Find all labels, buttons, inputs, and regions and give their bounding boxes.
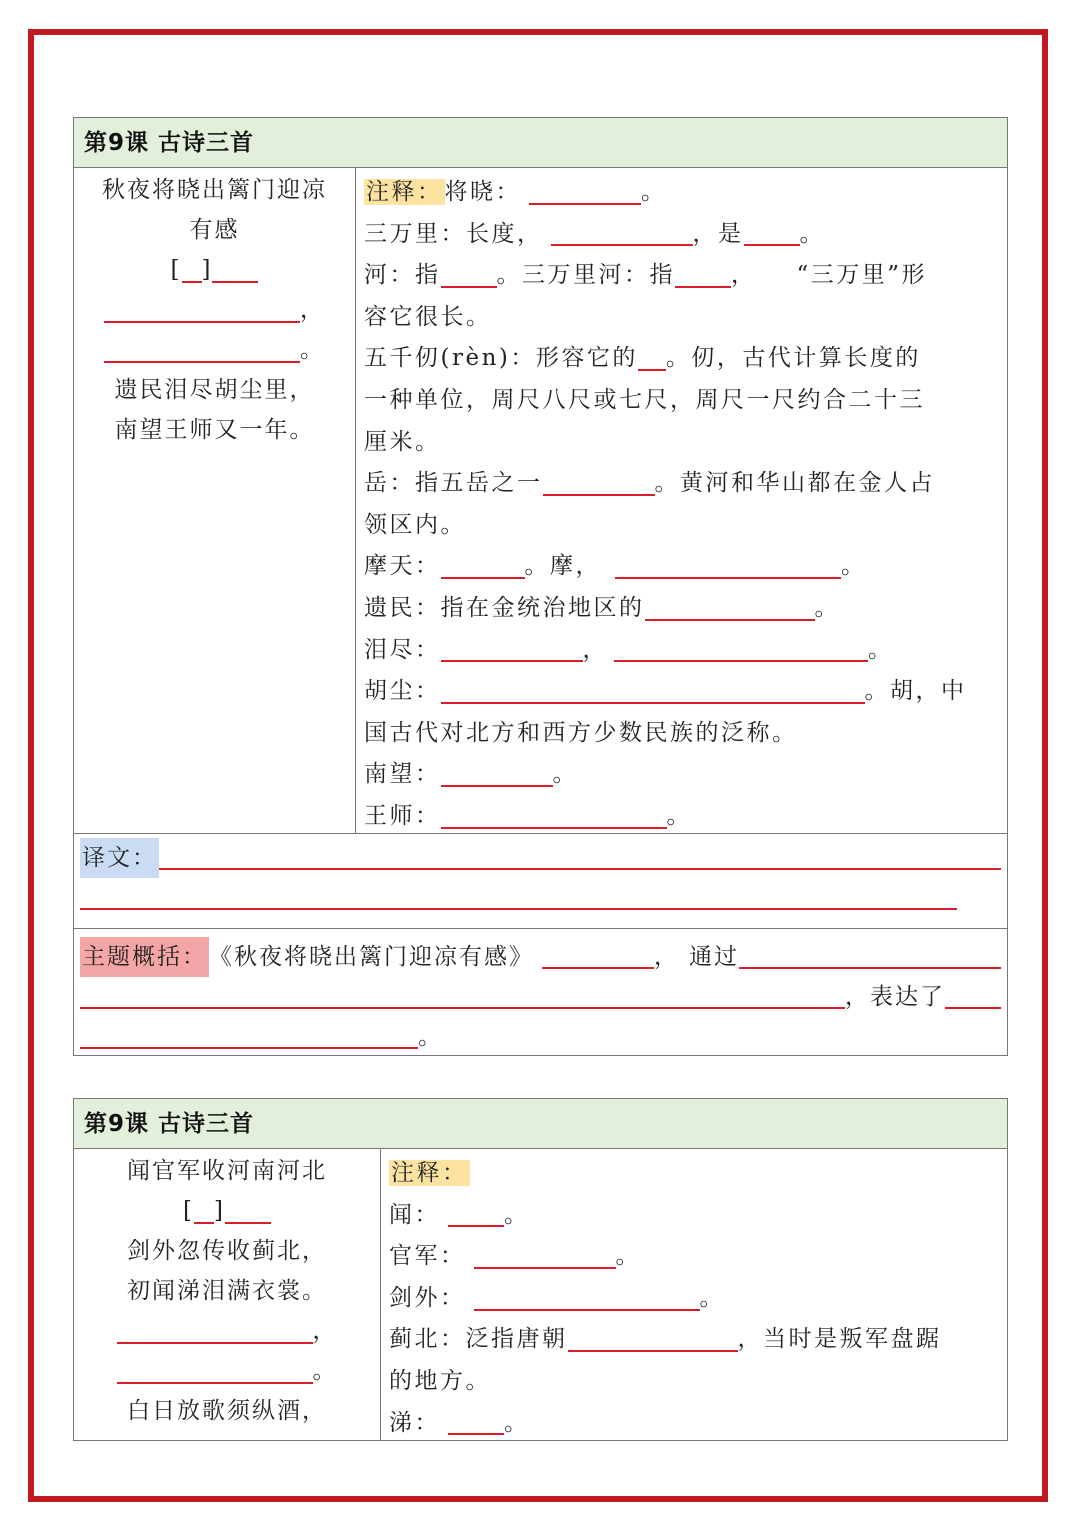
note-yue: 岳：指五岳之一 。黄河和华山都在金人占 [364,470,935,497]
theme-section: 主题概括： 《秋夜将晓出篱门迎凉有感》 ， 通过 ，表达了 。 [74,937,1007,1057]
notes-column [381,1149,1007,1440]
fill-blank[interactable] [448,1409,504,1435]
note-wen: 闻： 。 [389,1201,530,1228]
poem-fill-blank[interactable] [104,337,300,363]
author-blank[interactable] [212,257,258,283]
author-blank[interactable] [225,1198,271,1224]
fill-blank[interactable] [80,979,845,1009]
poem-blank-line: ， [74,290,355,330]
poem-title: 秋夜将晓出篱门迎凉 [102,177,327,203]
note-yue-cont: 领区内。 [364,511,466,538]
note-ti: 涕： 。 [389,1409,530,1436]
note-sanwanli: 三万里：长度， ，是 。 [364,220,825,247]
note-jianwai: 剑外： 。 [389,1284,725,1311]
dynasty-blank[interactable] [182,257,202,283]
translation-section [74,838,1007,918]
fill-blank[interactable] [945,983,1001,1009]
theme-label: 主题概括： [80,937,209,977]
fill-blank[interactable] [529,179,641,205]
fill-blank[interactable] [474,1243,616,1269]
fill-blank[interactable] [474,1284,700,1310]
note-jibei-cont: 的地方。 [389,1367,491,1394]
notes-label-line [389,1153,987,1195]
fill-blank[interactable] [675,262,731,288]
poem-line: 南望王师又一年。 [114,417,315,443]
translation-row [74,838,1007,929]
card-header: 第9课 古诗三首 [74,1099,1007,1149]
poem-column [74,1149,381,1440]
fill-blank[interactable] [441,678,865,704]
fill-blank[interactable] [615,553,841,579]
fill-blank[interactable] [441,636,583,662]
fill-blank[interactable] [441,803,667,829]
poem-column [74,168,356,833]
poem-fill-blank[interactable] [117,1318,313,1344]
poem-author: [ ] [74,250,355,290]
note-wangshi: 王师： 。 [364,802,692,829]
fill-blank[interactable] [645,595,815,621]
poem-line: 白日放歌须纵酒， [127,1398,327,1424]
poem-notes-row [74,1149,1007,1440]
note-he-cont: 容它很长。 [364,303,492,330]
note-wuqianren-cont: 一种单位，周尺八尺或七尺，周尺一尺约合二十三 [364,386,925,413]
poem-notes-row [74,168,1007,834]
poem-line: 初闻涕泪满衣裳。 [127,1278,327,1304]
poem-line: 遗民泪尽胡尘里， [114,377,315,403]
notes-label: 注释： [391,1160,468,1186]
fill-blank[interactable] [543,470,655,496]
note-nanwang: 南望： 。 [364,761,578,788]
lesson-card-1 [73,117,1008,1056]
fill-blank[interactable] [744,220,800,246]
note-wuqianren-cont: 厘米。 [364,428,441,455]
poem-blank-line: 。 [74,330,355,370]
poem-fill-blank[interactable] [117,1358,313,1384]
note-jiangxiao: 注释：将晓： 。 [366,179,667,205]
card-header: 第9课 古诗三首 [74,118,1007,168]
fill-blank[interactable] [80,1023,418,1049]
note-leijin: 泪尽： ， 。 [364,636,894,663]
translation-label: 译文： [80,838,159,878]
translation-blank[interactable] [80,880,957,910]
fill-blank[interactable] [441,553,525,579]
poem-line: 剑外忽传收蓟北， [127,1238,327,1264]
fill-blank[interactable] [448,1201,504,1227]
lesson-card-2 [73,1098,1008,1441]
note-motian: 摩天： 。摩， 。 [364,553,867,580]
fill-blank[interactable] [441,761,553,787]
note-huchen-cont: 国古代对北方和西方少数民族的泛称。 [364,719,798,746]
fill-blank[interactable] [551,220,693,246]
fill-blank[interactable] [638,345,666,371]
poem-blank-line: ， [74,1311,380,1351]
poem-author: [ ] [74,1191,380,1231]
dynasty-blank[interactable] [194,1198,214,1224]
poem-title-cont: 有感 [189,217,240,243]
translation-blank[interactable] [159,840,1001,870]
note-yimin: 遗民：指在金统治地区的 。 [364,594,840,621]
fill-blank[interactable] [441,262,497,288]
note-jibei: 蓟北：泛指唐朝 ，当时是叛军盘踞 [389,1326,942,1353]
poem-blank-line: 。 [74,1351,380,1391]
note-he: 河：指 。三万里河：指 ， “三万里”形 [364,262,928,289]
fill-blank[interactable] [614,636,868,662]
notes-label: 注释： [366,179,443,205]
poem-title: 闻官军收河南河北 [127,1158,327,1184]
fill-blank[interactable] [568,1326,738,1352]
note-wuqianren: 五千仞(rèn)：形容它的 。仞，古代计算长度的 [364,345,921,372]
fill-blank[interactable] [739,939,1001,969]
note-guanjun: 官军： 。 [389,1243,641,1270]
poem-fill-blank[interactable] [104,297,300,323]
theme-row [74,937,1007,1057]
notes-column [356,168,1007,833]
note-huchen: 胡尘： 。胡，中 [364,678,967,705]
fill-blank[interactable] [542,943,654,969]
